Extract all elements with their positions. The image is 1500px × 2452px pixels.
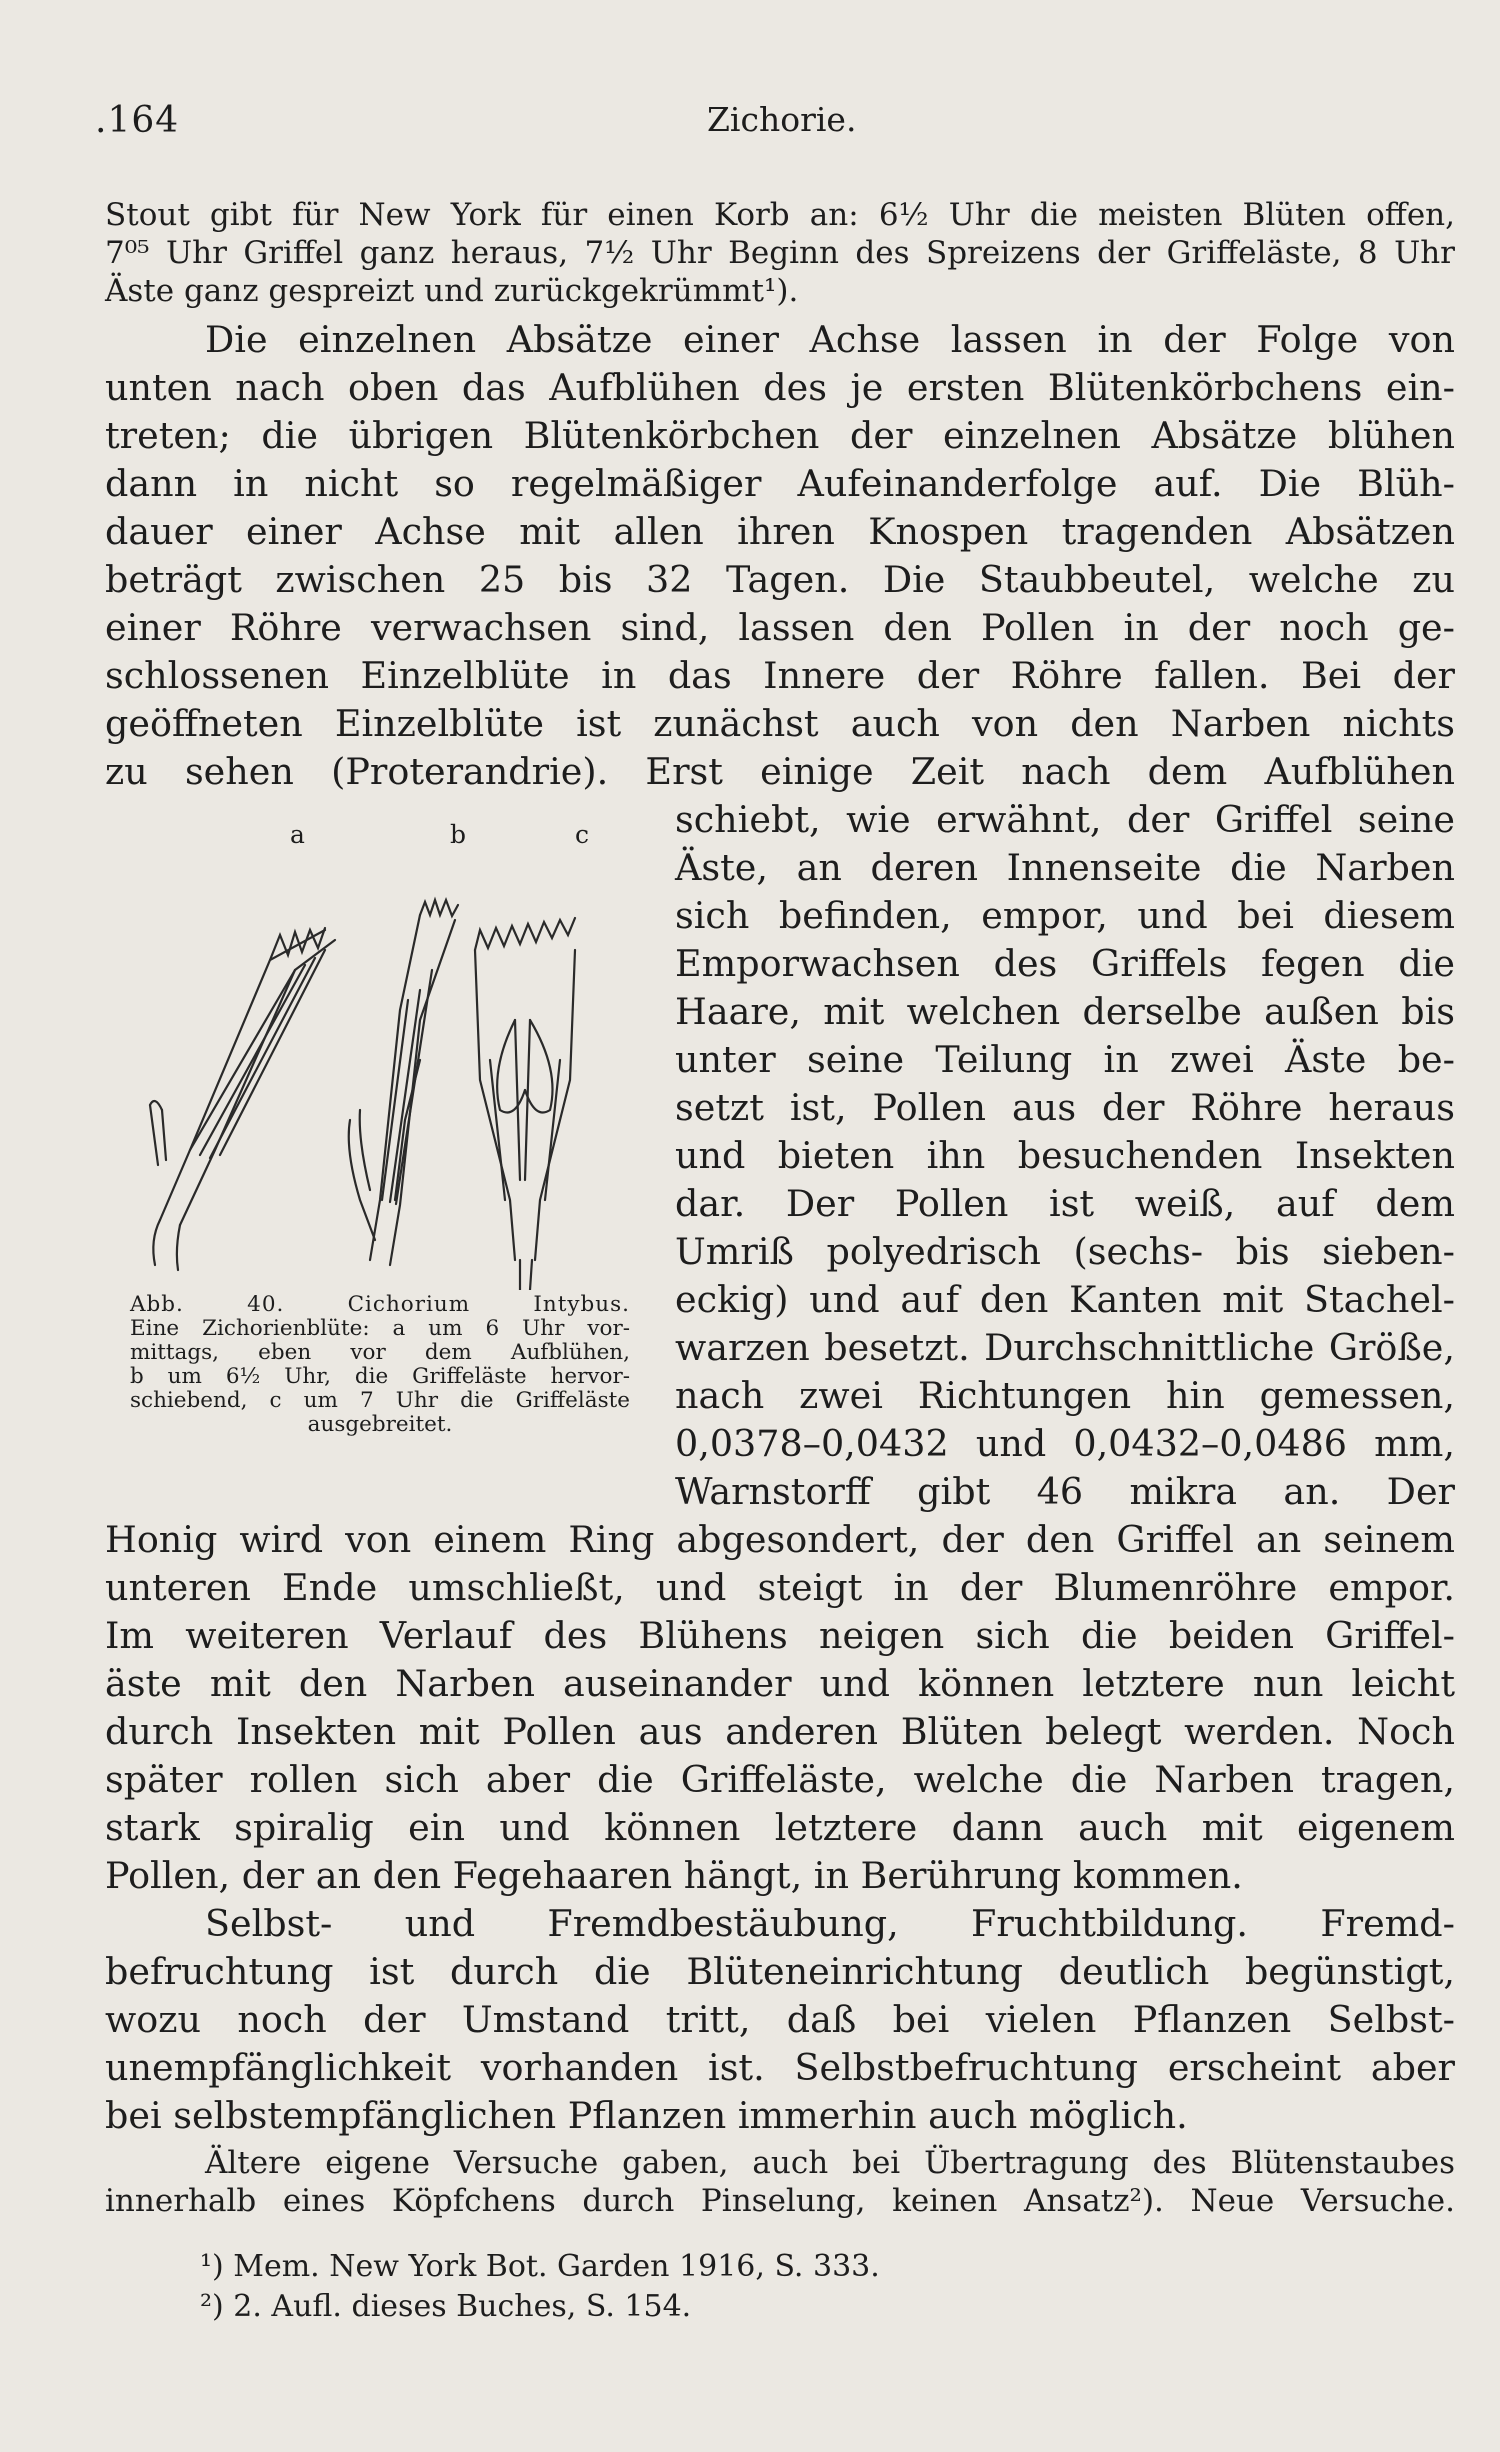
text-line: und bieten ihn besuchenden Insekten bbox=[675, 1134, 1455, 1177]
flower-figure bbox=[120, 820, 640, 1290]
text-line: Äste ganz gespreizt und zurückgekrümmt¹). bbox=[105, 273, 799, 309]
running-title: Zichorie. bbox=[707, 100, 857, 139]
text-line: geöffneten Einzelblüte ist zunächst auch von den Narben nichts bbox=[105, 702, 1455, 745]
figure-caption bbox=[130, 1293, 630, 1437]
caption-title: Abb. 40. Cichorium Intybus. bbox=[130, 1292, 630, 1317]
flower-a bbox=[150, 928, 335, 1270]
text-line: Warnstorff gibt 46 mikra an. Der bbox=[675, 1470, 1455, 1513]
text-line: später rollen sich aber die Griffeläste, welche die Narben tragen, bbox=[105, 1758, 1455, 1801]
text-line: setzt ist, Pollen aus der Röhre heraus bbox=[675, 1086, 1455, 1129]
text-line: bei selbstempfänglichen Pflanzen immerhin auch möglich. bbox=[105, 2094, 1188, 2137]
text-line: Stout gibt für New York für einen Korb an: 6½ Uhr die meisten Blüten offen, bbox=[105, 197, 1455, 233]
page-number: .164 bbox=[95, 100, 180, 141]
text-line: 7⁰⁵ Uhr Griffel ganz heraus, 7½ Uhr Beginn des Spreizens der Griffeläste, 8 Uhr bbox=[105, 235, 1455, 271]
text-line: schlossenen Einzelblüte in das Innere der Röhre fallen. Bei der bbox=[105, 654, 1455, 697]
text-line: treten; die übrigen Blütenkörbchen der einzelnen Absätze blühen bbox=[105, 414, 1455, 457]
text-line: wozu noch der Umstand tritt, daß bei vielen Pflanzen Selbst- bbox=[105, 1998, 1455, 2041]
text-line: Umriß polyedrisch (sechs- bis sieben- bbox=[675, 1230, 1455, 1273]
caption-line: ausgebreitet. bbox=[307, 1412, 453, 1437]
text-line: äste mit den Narben auseinander und können letztere nun leicht bbox=[105, 1662, 1455, 1705]
caption-line: mittags, eben vor dem Aufblühen, bbox=[130, 1340, 630, 1365]
text-line: Äste, an deren Innenseite die Narben bbox=[675, 846, 1455, 889]
text-line: warzen besetzt. Durchschnittliche Größe, bbox=[675, 1326, 1455, 1369]
text-line: einer Röhre verwachsen sind, lassen den Pollen in der noch ge- bbox=[105, 606, 1455, 649]
figure-label-c: c bbox=[575, 820, 590, 849]
text-line: unter seine Teilung in zwei Äste be- bbox=[675, 1038, 1455, 1081]
section-heading-line: Selbst- und Fremdbestäubung, Fruchtbildung. Fremd- bbox=[205, 1902, 1455, 1945]
text-line: stark spiralig ein und können letztere dann auch mit eigenem bbox=[105, 1806, 1455, 1849]
caption-line: schiebend, c um 7 Uhr die Griffeläste bbox=[130, 1388, 630, 1413]
text-line: schiebt, wie erwähnt, der Griffel seine bbox=[675, 798, 1455, 841]
text-line: eckig) und auf den Kanten mit Stachel- bbox=[675, 1278, 1455, 1321]
text-line: dauer einer Achse mit allen ihren Knospen tragenden Absätzen bbox=[105, 510, 1455, 553]
footnote-1: ¹) Mem. New York Bot. Garden 1916, S. 333. bbox=[200, 2249, 880, 2284]
text-line: dann in nicht so regelmäßiger Aufeinanderfolge auf. Die Blüh- bbox=[105, 462, 1455, 505]
flower-b bbox=[349, 900, 458, 1265]
figure-label-b: b bbox=[450, 820, 467, 849]
text-line: durch Insekten mit Pollen aus anderen Blüten belegt werden. Noch bbox=[105, 1710, 1455, 1753]
text-line: Honig wird von einem Ring abgesondert, der den Griffel an seinem bbox=[105, 1518, 1455, 1561]
text-line: befruchtung ist durch die Blüteneinrichtung deutlich begünstigt, bbox=[105, 1950, 1455, 1993]
text-line: nach zwei Richtungen hin gemessen, bbox=[675, 1374, 1455, 1417]
text-line: unteren Ende umschließt, und steigt in der Blumenröhre empor. bbox=[105, 1566, 1455, 1609]
text-line: Pollen, der an den Fegehaaren hängt, in Berührung kommen. bbox=[105, 1854, 1243, 1897]
text-line: innerhalb eines Köpfchens durch Pinselung, keinen Ansatz²). Neue Versuche. bbox=[105, 2183, 1455, 2219]
text-line: Die einzelnen Absätze einer Achse lassen in der Folge von bbox=[205, 318, 1455, 361]
text-line: unempfänglichkeit vorhanden ist. Selbstbefruchtung erscheint aber bbox=[105, 2046, 1455, 2089]
footnotes bbox=[200, 2248, 1100, 2328]
figure-label-a: a bbox=[290, 820, 305, 849]
caption-line: Eine Zichorienblüte: a um 6 Uhr vor- bbox=[130, 1316, 630, 1341]
flower-illustration bbox=[120, 820, 640, 1290]
text-line: dar. Der Pollen ist weiß, auf dem bbox=[675, 1182, 1455, 1225]
flower-c bbox=[475, 918, 575, 1290]
text-line: unten nach oben das Aufblühen des je ersten Blütenkörbchens ein- bbox=[105, 366, 1455, 409]
text-line: zu sehen (Proterandrie). Erst einige Zeit nach dem Aufblühen bbox=[105, 750, 1455, 793]
page-header bbox=[95, 100, 1455, 150]
text-line: Emporwachsen des Griffels fegen die bbox=[675, 942, 1455, 985]
text-line: Haare, mit welchen derselbe außen bis bbox=[675, 990, 1455, 1033]
text-line: Im weiteren Verlauf des Blühens neigen sich die beiden Griffel- bbox=[105, 1614, 1455, 1657]
text-line: Ältere eigene Versuche gaben, auch bei Übertragung des Blütenstaubes bbox=[205, 2145, 1455, 2181]
caption-line: b um 6½ Uhr, die Griffeläste hervor- bbox=[130, 1364, 630, 1389]
text-line: beträgt zwischen 25 bis 32 Tagen. Die Staubbeutel, welche zu bbox=[105, 558, 1455, 601]
text-line: 0,0378–0,0432 und 0,0432–0,0486 mm, bbox=[675, 1422, 1455, 1465]
footnote-2: ²) 2. Aufl. dieses Buches, S. 154. bbox=[200, 2289, 692, 2324]
text-line: sich befinden, empor, und bei diesem bbox=[675, 894, 1455, 937]
